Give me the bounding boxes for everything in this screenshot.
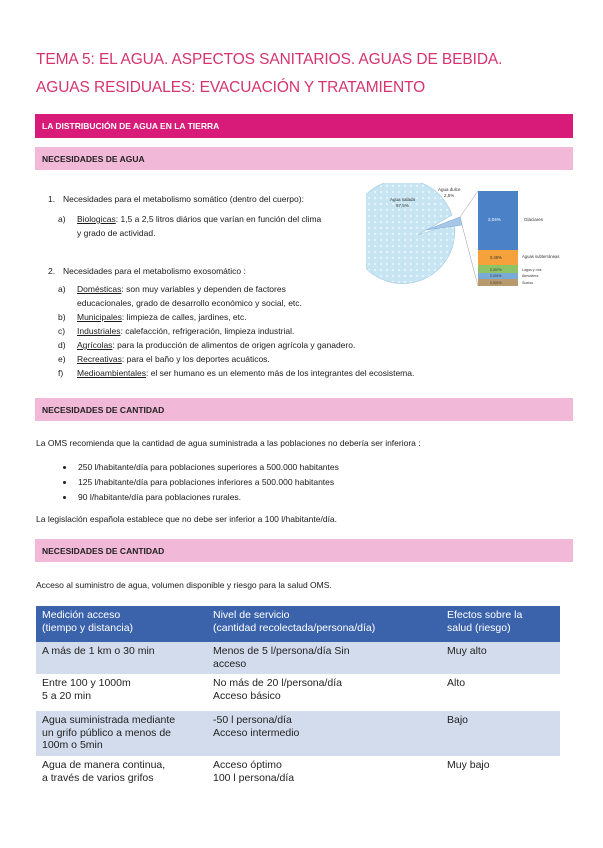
sub-a-text: : son muy variables y dependen de factores xyxy=(121,284,286,294)
document-title-line-2: AGUAS RESIDUALES: EVACUACIÓN Y TRATAMIENTO xyxy=(36,79,426,96)
needs-item-1: Necesidades para el metabolismo somático (dentro del cuerpo): xyxy=(63,194,304,204)
sub-c xyxy=(77,326,294,336)
sub-f xyxy=(77,368,414,378)
table-cell: Muy bajo xyxy=(441,756,560,791)
sub-c-letter: c) xyxy=(58,326,66,336)
connector-top xyxy=(460,191,478,217)
bullet-dot xyxy=(63,466,66,469)
label-agua-dulce-pct: 2,5% xyxy=(444,193,455,198)
table-header-row xyxy=(36,606,560,642)
term-industriales: Industriales xyxy=(77,326,121,336)
label-agua-dulce: Agua dulce xyxy=(438,187,461,192)
needs-item-1a xyxy=(77,214,321,224)
table-cell: Agua de manera continua, a través de varios grifos xyxy=(36,756,207,791)
label-suelos-pct: 0,001% xyxy=(490,281,502,285)
sub-b-text: : limpieza de calles, jardines, etc. xyxy=(121,312,247,322)
bullet-dot xyxy=(63,496,66,499)
label-subterraneas-pct: 0,45% xyxy=(490,255,502,260)
sub-c-text: : calefacción, refrigeración, limpieza industrial. xyxy=(120,326,295,336)
needs-item-1-number: 1. xyxy=(48,194,56,204)
sub-e-text: : para el baño y los deportes acuáticos. xyxy=(121,354,270,364)
label-glaciares: Glaciares xyxy=(524,217,544,222)
needs-item-1a-letter: a) xyxy=(58,214,66,224)
quantity-intro: La OMS recomienda que la cantidad de agua suministrada a las poblaciones no debería ser inferiora : xyxy=(36,438,421,448)
table-cell: Muy alto xyxy=(441,642,560,674)
quantity-bullet-3: 90 l/habitante/día para poblaciones rurales. xyxy=(78,492,242,502)
sub-a-letter: a) xyxy=(58,284,66,294)
sub-e xyxy=(77,354,270,364)
quantity-bullet-1: 250 l/habitante/día para poblaciones superiores a 500.000 habitantes xyxy=(78,462,339,472)
water-access-table xyxy=(36,606,560,791)
quantity-bullet-2: 125 l/habitante/día para poblaciones inferiores a 500.000 habitantes xyxy=(78,477,335,487)
header-health-effects: Efectos sobre la salud (riesgo) xyxy=(441,606,560,642)
term-agricolas: Agrícolas xyxy=(77,340,113,350)
access-intro: Acceso al suministro de agua, volumen disponible y riesgo para la salud OMS. xyxy=(36,580,332,590)
table-cell: -50 l persona/día Acceso intermedio xyxy=(207,711,441,756)
label-lagos: Lagos y ríos xyxy=(522,268,542,272)
table-cell: Bajo xyxy=(441,711,560,756)
sub-d-letter: d) xyxy=(58,340,66,350)
needs-item-1a-cont: y grado de actividad. xyxy=(77,228,156,238)
bullet-dot xyxy=(63,481,66,484)
table-row xyxy=(36,756,560,791)
term-biologicas-text: : 1,5 a 2,5 litros diários que varían en función del clima xyxy=(115,214,322,224)
quantity-legislation: La legislación española establece que no debe ser inferior a 100 l/habitante/día. xyxy=(36,514,338,524)
label-agua-salada-pct: 97,5% xyxy=(396,203,409,208)
label-atmosfera: Atmósfera xyxy=(522,274,539,278)
label-glaciares-pct: 2,04% xyxy=(488,217,501,222)
label-suelos: Suelos xyxy=(522,281,533,285)
section-quantity-needs-2: NECESIDADES DE CANTIDAD xyxy=(35,539,573,562)
sub-d-text: : para la producción de alimentos de origen agrícola y ganadero. xyxy=(112,340,356,350)
table-cell: Alto xyxy=(441,674,560,711)
water-distribution-chart xyxy=(366,183,581,288)
sub-f-text: : el ser humano es un elemento más de los integrantes del ecosistema. xyxy=(145,368,415,378)
document-title-line-1: TEMA 5: EL AGUA. ASPECTOS SANITARIOS. AGUAS DE BEBIDA. xyxy=(36,51,503,68)
needs-item-2-number: 2. xyxy=(48,266,56,276)
table-cell: A más de 1 km o 30 min xyxy=(36,642,207,674)
table-row xyxy=(36,711,560,756)
sub-e-letter: e) xyxy=(58,354,66,364)
table-cell: Acceso óptimo 100 l persona/día xyxy=(207,756,441,791)
connector-bottom xyxy=(462,225,478,286)
header-access-measure: Medición acceso (tiempo y distancia) xyxy=(36,606,207,642)
table-cell: Menos de 5 l/persona/día Sin acceso xyxy=(207,642,441,674)
sub-f-letter: f) xyxy=(58,368,64,378)
table-row xyxy=(36,642,560,674)
term-municipales: Municipales xyxy=(77,312,122,322)
term-biologicas: Biologicas xyxy=(77,214,116,224)
header-service-level: Nivel de servicio (cantidad recolectada/persona/día) xyxy=(207,606,441,642)
sub-b xyxy=(77,312,247,322)
term-domesticas: Domésticas xyxy=(77,284,122,294)
table-cell: Entre 100 y 1000m 5 a 20 min xyxy=(36,674,207,711)
sub-a-cont: educacionales, grado de desarrollo económico y social, etc. xyxy=(77,298,302,308)
sub-a xyxy=(77,284,286,294)
table-cell: No más de 20 l/persona/día Acceso básico xyxy=(207,674,441,711)
section-quantity-needs-1: NECESIDADES DE CANTIDAD xyxy=(35,398,573,421)
table-row xyxy=(36,674,560,711)
table-cell: Agua suministrada mediante un grifo público a menos de 100m o 5min xyxy=(36,711,207,756)
label-lagos-pct: 0,007% xyxy=(490,268,502,272)
needs-item-2: Necesidades para el metabolismo exosomático : xyxy=(63,266,246,276)
label-agua-salada: Agua salada xyxy=(390,197,416,202)
label-subterraneas: Aguas subterráneas xyxy=(522,254,560,259)
section-water-distribution: LA DISTRIBUCIÓN DE AGUA EN LA TIERRA xyxy=(35,114,573,138)
label-atmosfera-pct: 0,001% xyxy=(490,274,502,278)
section-water-needs: NECESIDADES DE AGUA xyxy=(35,147,573,170)
term-recreativas: Recreativas xyxy=(77,354,122,364)
term-medioambientales: Medioambientales xyxy=(77,368,146,378)
sub-d xyxy=(77,340,355,350)
sub-b-letter: b) xyxy=(58,312,66,322)
